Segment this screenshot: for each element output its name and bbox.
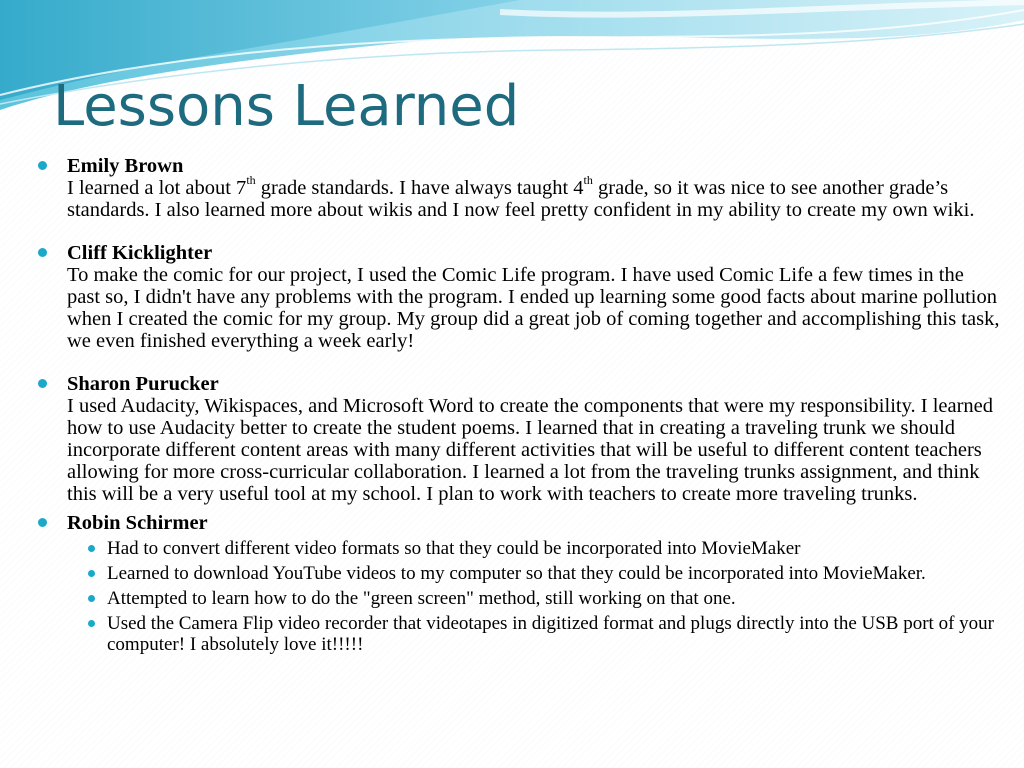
list-item (77, 563, 1000, 584)
bullet-icon (38, 379, 47, 388)
entry-name: Emily Brown (67, 155, 184, 177)
bullet-icon (38, 518, 47, 527)
list-item (77, 588, 1000, 609)
entry-text: I used Audacity, Wikispaces, and Microsoft Word to create the components that were my responsibility. I learned how to use Audacity better to create the student poems. I learned that in creating a traveling trunk we should incorporate different content areas with many different activities that will be useful to different content teachers allowing for more cross-curricular collaboration. I learned a lot from the traveling trunks assignment, and think this will be a very useful tool at my school. I plan to work with teachers to create more traveling trunks. (67, 395, 994, 505)
list-item-text: Attempted to learn how to do the "green screen" method, still working on that one. (107, 588, 736, 609)
bullet-icon (38, 248, 47, 257)
entry-sharon-purucker (38, 373, 1000, 505)
entry-text-part: grade standards. I have always taught 4 (255, 177, 584, 199)
superscript: th (246, 173, 256, 188)
list-item (77, 613, 1000, 655)
sub-bullet-icon (88, 595, 95, 602)
entry-robin-schirmer (38, 512, 1000, 655)
list-item-text: Had to convert different video formats so that they could be incorporated into MovieMaker (107, 538, 801, 559)
entry-name: Robin Schirmer (67, 512, 208, 534)
entry-text-part: grade, so it was nice to see another grade’s standards. I also learned more about wikis and I now feel pretty confident in my ability to create my own wiki. (67, 177, 975, 221)
list-item (77, 538, 1000, 559)
entry-name: Cliff Kicklighter (67, 242, 213, 264)
list-item-text: Learned to download YouTube videos to my computer so that they could be incorporated into MovieMaker. (107, 563, 926, 584)
entry-text (67, 173, 1000, 221)
entry-text-part: I learned a lot about 7 (67, 177, 247, 199)
sub-bullet-icon (88, 545, 95, 552)
list-item-text: Used the Camera Flip video recorder that videotapes in digitized format and plugs directly into the USB port of your computer! I absolutely love it!!!!! (107, 613, 994, 655)
sub-bullet-icon (88, 570, 95, 577)
slide-content (38, 155, 1000, 659)
superscript: th (583, 173, 593, 188)
bullet-icon (38, 161, 47, 170)
slide-title: Lessons Learned (53, 74, 520, 139)
sub-bullet-list (77, 538, 1000, 655)
entry-cliff-kicklighter (38, 242, 1000, 352)
entry-text: To make the comic for our project, I used the Comic Life program. I have used Comic Life a few times in the past so, I didn't have any problems with the program. I ended up learning some good facts about marine pollution when I created the comic for my group. My group did a great job of coming together and accomplishing this task, we even finished everything a week early! (67, 264, 1000, 352)
entry-emily-brown (38, 155, 1000, 221)
entry-name: Sharon Purucker (67, 373, 219, 395)
sub-bullet-icon (88, 620, 95, 627)
